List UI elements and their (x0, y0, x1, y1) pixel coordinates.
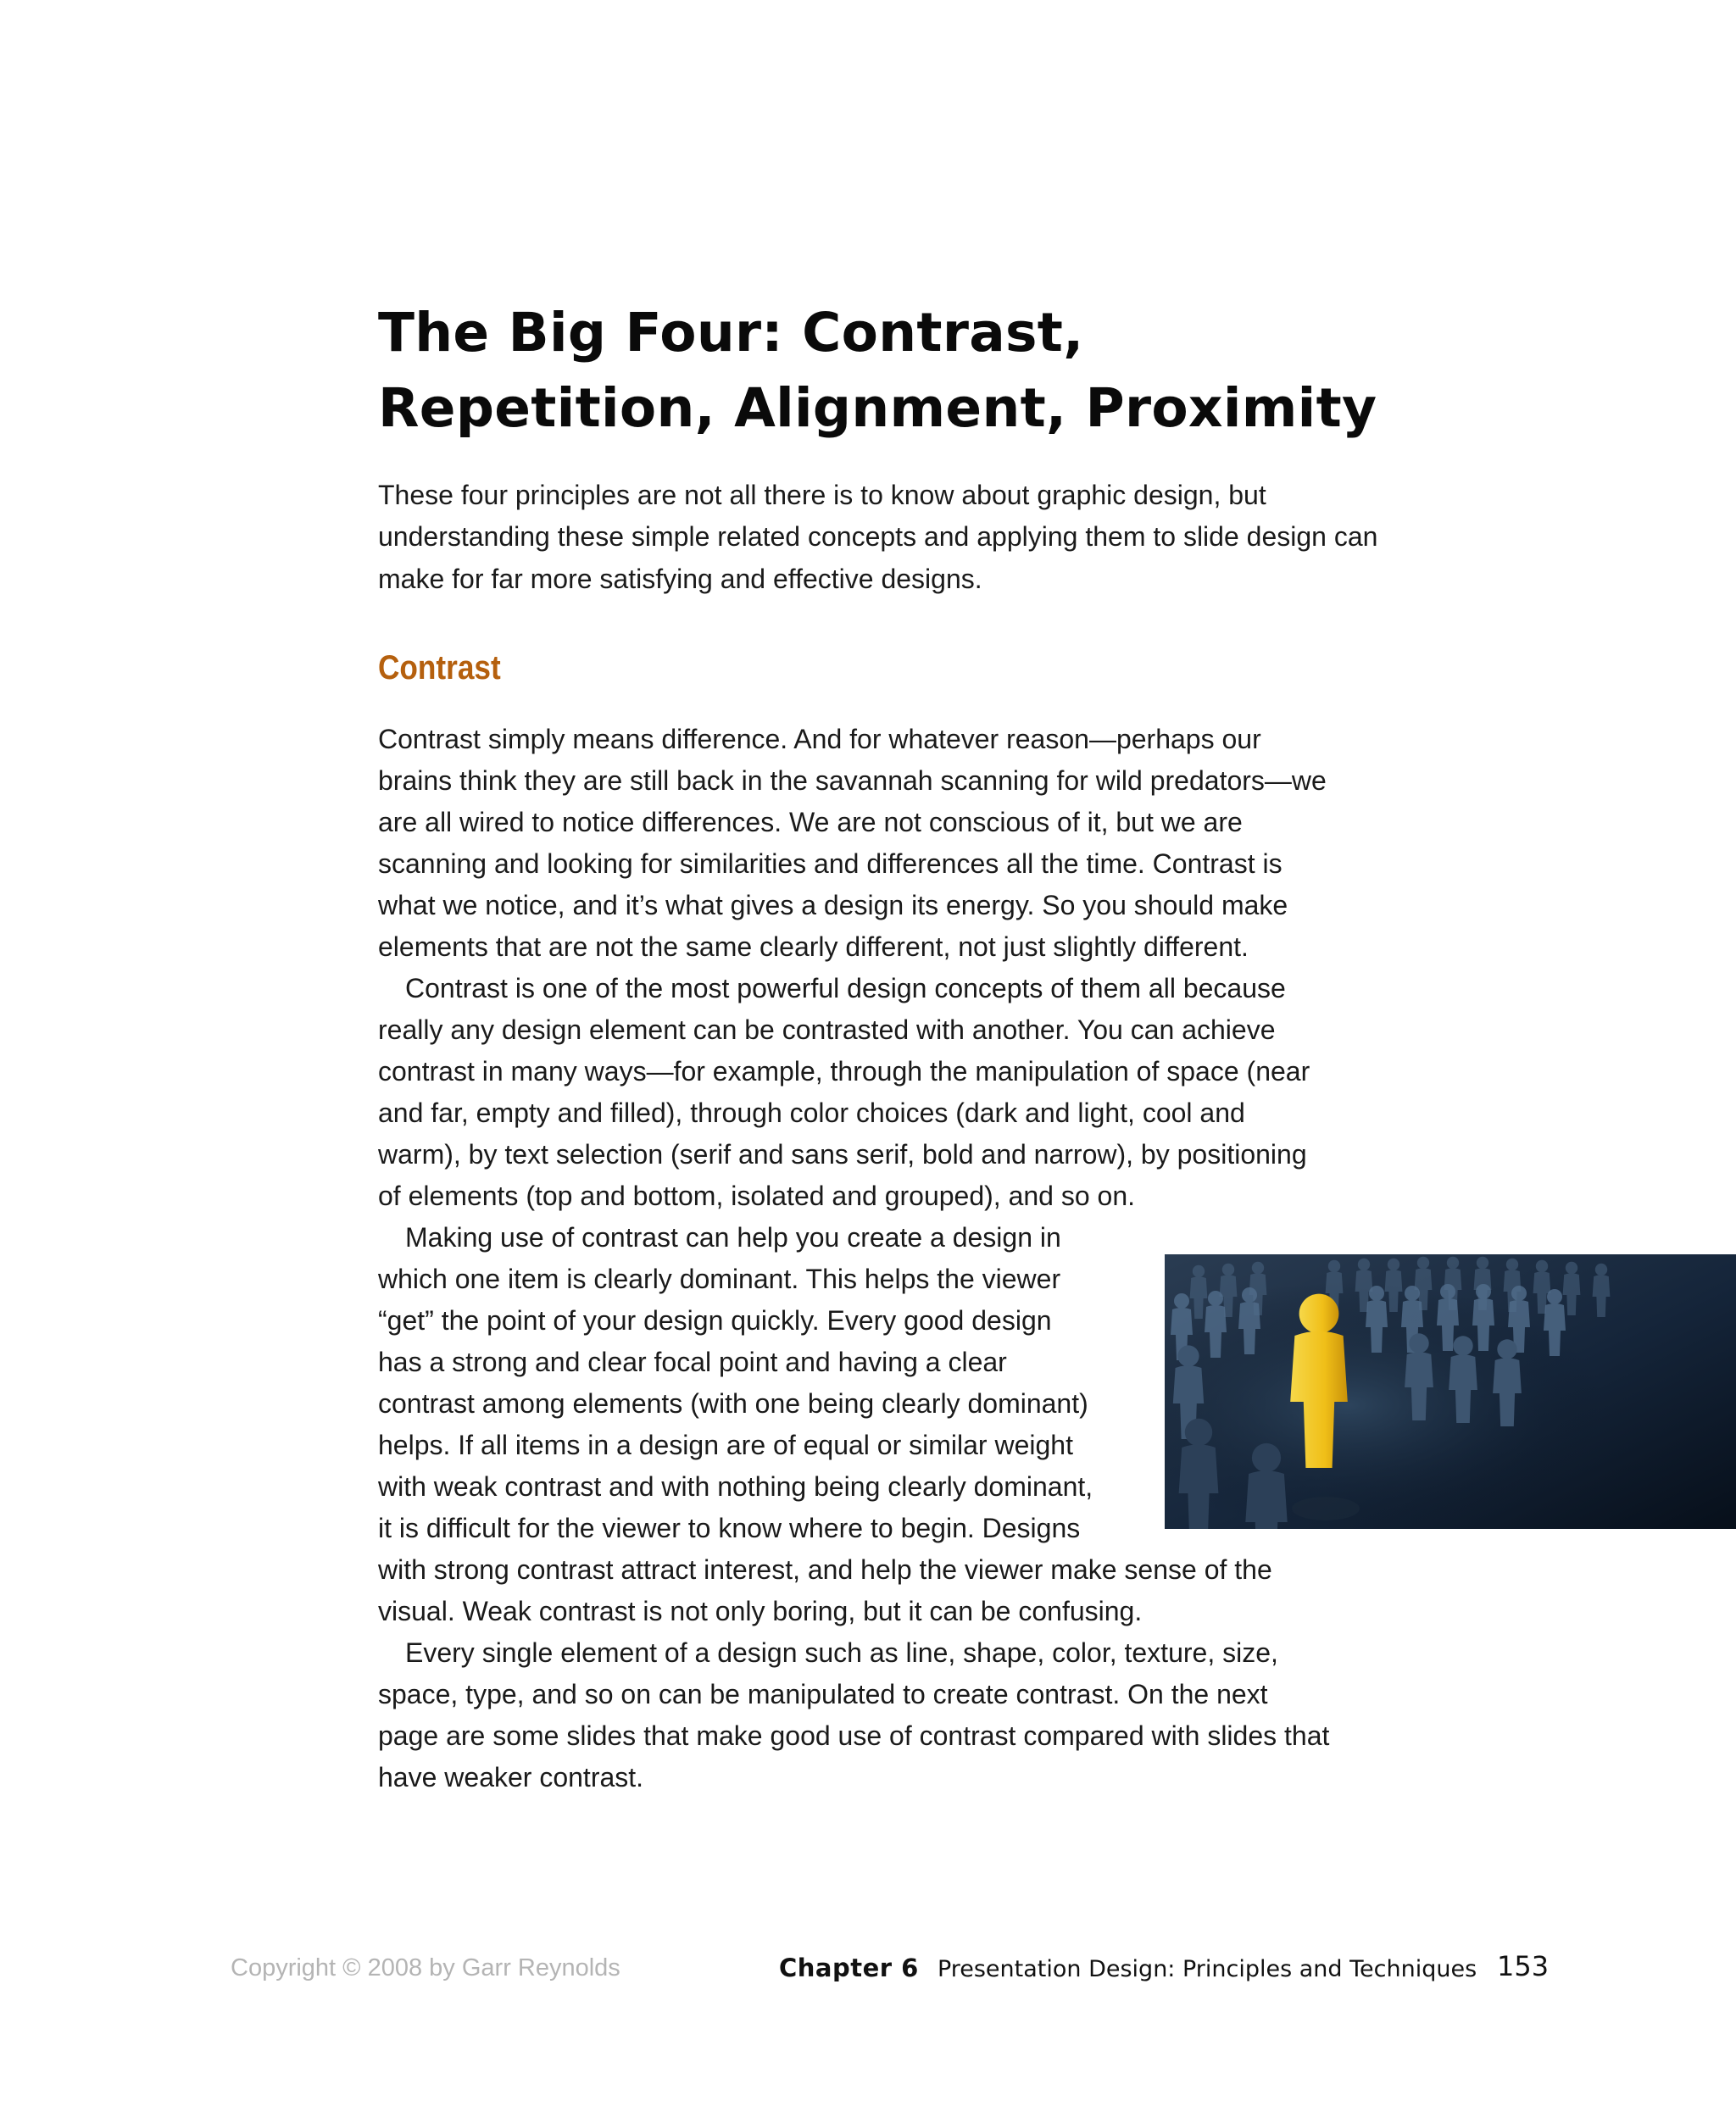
footer-chapter (779, 1951, 1477, 1987)
footer-copyright: Copyright © 2008 by Garr Reynolds (231, 1954, 620, 1981)
body-line: Every single element of a design such as line, shape, color, texture, size, (405, 1637, 1278, 1668)
section-heading: Contrast (378, 649, 501, 686)
body-line: of elements (top and bottom, isolated and grouped), and so on. (378, 1181, 1136, 1211)
body-line: Making use of contrast can help you create a design in (405, 1222, 1061, 1253)
body-line: brains think they are still back in the savannah scanning for wild predators—we (378, 765, 1327, 796)
body-line: has a strong and clear focal point and having a clear (378, 1347, 1007, 1377)
body-line: warm), by text selection (serif and sans serif, bold and narrow), by positioning (378, 1139, 1307, 1170)
body-line: are all wired to notice differences. We are not conscious of it, but we are (378, 807, 1243, 837)
body-line: space, type, and so on can be manipulated to create contrast. On the next (378, 1679, 1268, 1709)
body-line: really any design element can be contrasted with another. You can achieve (378, 1014, 1276, 1045)
body-line: have weaker contrast. (378, 1762, 644, 1792)
chapter-title: Presentation Design: Principles and Techniques (937, 1956, 1477, 1982)
page-title-line-2: Repetition, Alignment, Proximity (378, 377, 1377, 439)
body-line: it is difficult for the viewer to know where to begin. Designs (378, 1513, 1081, 1543)
body-line: contrast in many ways—for example, through the manipulation of space (near (378, 1056, 1310, 1087)
page-title (378, 295, 1438, 446)
body-line: Contrast is one of the most powerful design concepts of them all because (405, 973, 1286, 1003)
body-line: with strong contrast attract interest, and help the viewer make sense of the (378, 1554, 1272, 1585)
body-line: elements that are not the same clearly different, not just slightly different. (378, 931, 1249, 962)
body-line: page are some slides that make good use of contrast compared with slides that (378, 1720, 1330, 1751)
body-line: scanning and looking for similarities and differences all the time. Contrast is (378, 848, 1283, 879)
body-line: Contrast simply means difference. And for whatever reason—perhaps our (378, 724, 1261, 754)
body-line: visual. Weak contrast is not only boring, but it can be confusing. (378, 1596, 1143, 1626)
yellow-figure-crowd-icon (1165, 1254, 1736, 1529)
page-title-line-1: The Big Four: Contrast, (378, 302, 1084, 364)
body-line: contrast among elements (with one being clearly dominant) (378, 1388, 1088, 1419)
body-line: which one item is clearly dominant. This helps the viewer (378, 1264, 1061, 1294)
body-line: what we notice, and it’s what gives a design its energy. So you should make (378, 890, 1288, 920)
body-line: helps. If all items in a design are of equal or similar weight (378, 1430, 1073, 1460)
body-line: “get” the point of your design quickly. Every good design (378, 1305, 1052, 1336)
page-number: 153 (1497, 1950, 1550, 1982)
body-line: with weak contrast and with nothing being clearly dominant, (378, 1471, 1093, 1502)
contrast-figure-image (1165, 1254, 1736, 1529)
chapter-label: Chapter 6 (779, 1954, 919, 1982)
intro-paragraph: These four principles are not all there is to know about graphic design, but understanding these simple related concepts and applying them to slide design can make for far more satisfying and effective designs. (378, 480, 1378, 594)
body-line: and far, empty and filled), through color choices (dark and light, cool and (378, 1098, 1245, 1128)
